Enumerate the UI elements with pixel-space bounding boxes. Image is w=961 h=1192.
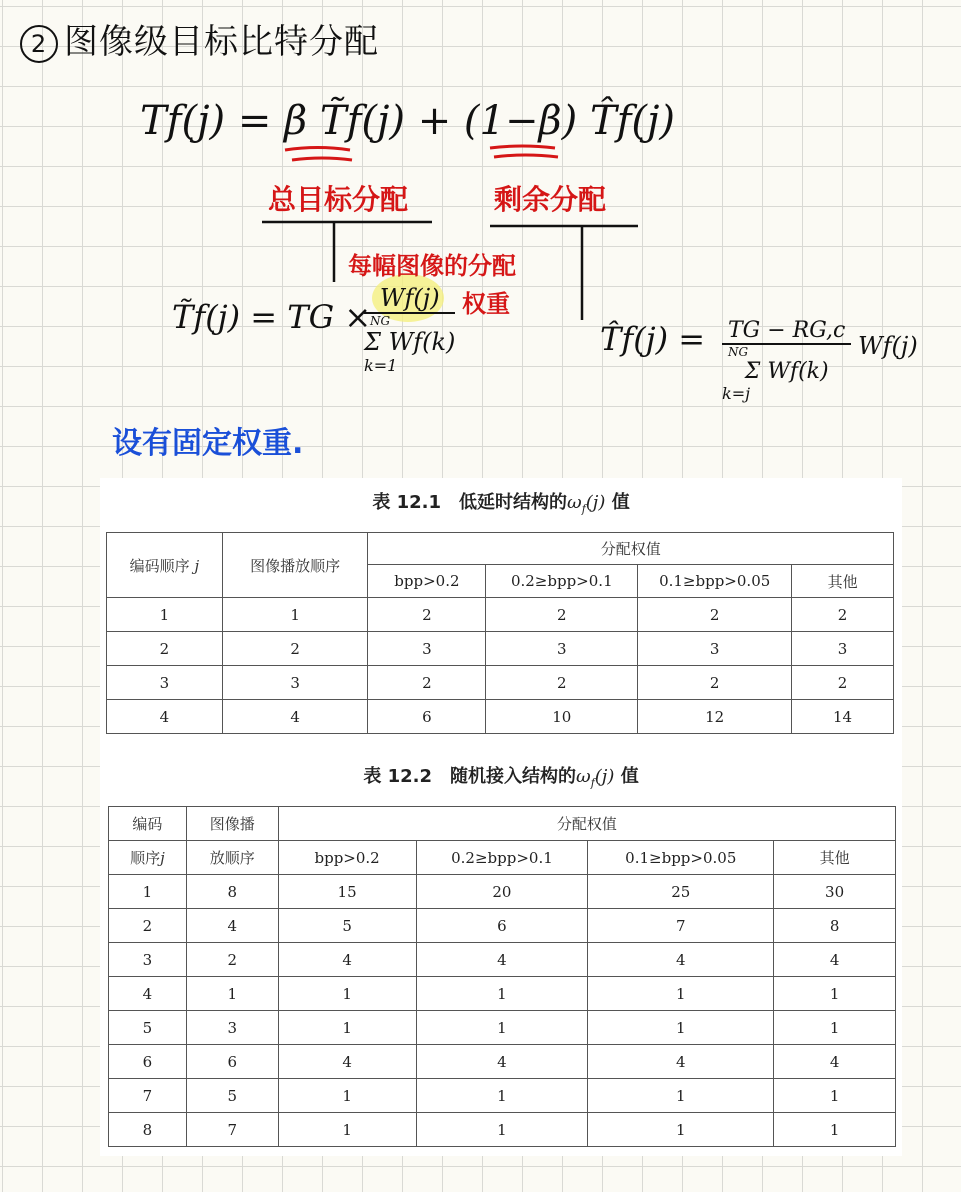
right-sum-top: NG (728, 345, 749, 359)
table1-caption-sub: f (581, 502, 586, 516)
table-cell: 3 (638, 632, 792, 666)
table-cell: 1 (109, 875, 187, 909)
table-cell: 25 (588, 875, 774, 909)
label-weight-line2: 权重 (462, 290, 510, 318)
table-cell: 3 (107, 666, 223, 700)
table-row (107, 700, 894, 734)
table2-col-play-top: 图像播 (186, 807, 278, 841)
left-sum-bottom: k=1 (364, 356, 398, 375)
table-cell: 10 (486, 700, 638, 734)
table-cell: 4 (774, 1045, 896, 1079)
table2-subheader: bpp>0.2 (278, 841, 416, 875)
table-cell: 1 (278, 977, 416, 1011)
table-cell: 4 (186, 909, 278, 943)
table-cell: 1 (774, 1079, 896, 1113)
table-cell: 6 (186, 1045, 278, 1079)
table1-subheader: bpp>0.2 (368, 565, 486, 598)
table2 (108, 806, 896, 1147)
table1-caption (100, 488, 902, 516)
table2-subheader: 0.2≥bpp>0.1 (416, 841, 588, 875)
table-row (109, 977, 896, 1011)
table-cell: 20 (416, 875, 588, 909)
table-cell: 3 (792, 632, 894, 666)
table-cell: 2 (792, 666, 894, 700)
table1-col-order (107, 533, 223, 598)
table-cell: 1 (416, 1113, 588, 1147)
table-cell: 1 (416, 977, 588, 1011)
table-cell: 1 (278, 1011, 416, 1045)
table2-panel (100, 748, 902, 1156)
table-cell: 1 (107, 598, 223, 632)
table-cell: 8 (186, 875, 278, 909)
table-cell: 4 (109, 977, 187, 1011)
right-formula-lhs: T̂f(j) = (600, 320, 706, 358)
table2-col-order-bottom-text: 顺序 (130, 849, 161, 867)
table1-col-group: 分配权值 (368, 533, 894, 565)
table2-caption-prefix: 表 12.2 随机接入结构的 (363, 766, 576, 787)
main-equation: Tf(j) = β T̃f(j) + (1−β) T̂f(j) (140, 98, 676, 144)
label-remaining-allocation: 剩余分配 (494, 183, 607, 216)
table-row (109, 1079, 896, 1113)
left-formula-lhs: T̃f(j) = TG × (172, 298, 372, 336)
table-cell: 5 (109, 1011, 187, 1045)
table1-caption-suffix: 值 (611, 492, 630, 513)
table-cell: 2 (792, 598, 894, 632)
table2-col-order-top: 编码 (109, 807, 187, 841)
table-cell: 4 (222, 700, 368, 734)
table1-col-play: 图像播放顺序 (222, 533, 368, 598)
table-cell: 1 (416, 1079, 588, 1113)
label-weight-line1: 每幅图像的分配 (348, 252, 516, 280)
table2-subheader: 0.1≥bpp>0.05 (588, 841, 774, 875)
table-cell: 1 (774, 1113, 896, 1147)
table-cell: 2 (186, 943, 278, 977)
table1-caption-arg: (j) (585, 492, 606, 513)
table1-caption-symbol: ω (567, 492, 582, 513)
underline-tilde-term (285, 148, 350, 151)
table-cell: 1 (588, 1079, 774, 1113)
table-cell: 7 (109, 1079, 187, 1113)
right-sum-bottom: k=j (722, 384, 751, 403)
table-cell: 2 (638, 666, 792, 700)
table-cell: 5 (278, 909, 416, 943)
table-cell: 1 (222, 598, 368, 632)
table-row (107, 598, 894, 632)
table-cell: 6 (416, 909, 588, 943)
table1 (106, 532, 894, 734)
table-row (109, 943, 896, 977)
table-cell: 5 (186, 1079, 278, 1113)
left-formula-fraction (364, 284, 455, 375)
table-row (107, 666, 894, 700)
table-row (109, 1011, 896, 1045)
table-cell: 3 (222, 666, 368, 700)
right-formula-denominator: Σ Wf(k) (744, 359, 829, 384)
label-total-allocation: 总目标分配 (268, 183, 409, 216)
table-cell: 14 (792, 700, 894, 734)
table1-subheader: 0.1≥bpp>0.05 (638, 565, 792, 598)
table-cell: 30 (774, 875, 896, 909)
table-cell: 4 (278, 1045, 416, 1079)
table1-subheader: 其他 (792, 565, 894, 598)
right-formula-numerator: TG − RG,c (722, 318, 851, 345)
table-row (107, 632, 894, 666)
table2-col-group: 分配权值 (278, 807, 895, 841)
table-cell: 3 (186, 1011, 278, 1045)
table1-col-order-text: 编码顺序 (129, 556, 190, 575)
table2-caption-suffix: 值 (620, 766, 639, 787)
table2-col-order-var: j (160, 849, 165, 867)
table-cell: 1 (278, 1079, 416, 1113)
table1-caption-prefix: 表 12.1 低延时结构的 (372, 492, 567, 513)
table-cell: 4 (416, 943, 588, 977)
table-row (109, 909, 896, 943)
table-cell: 7 (588, 909, 774, 943)
table-cell: 2 (107, 632, 223, 666)
table-cell: 4 (278, 943, 416, 977)
table-cell: 3 (486, 632, 638, 666)
right-formula-tail: Wf(j) (858, 332, 918, 360)
table-cell: 6 (109, 1045, 187, 1079)
table-cell: 2 (486, 666, 638, 700)
table2-header-row (109, 807, 896, 841)
bottom-note: 设有固定权重. (112, 426, 304, 461)
table-cell: 2 (486, 598, 638, 632)
table2-caption (100, 762, 902, 790)
table-cell: 4 (588, 943, 774, 977)
table-cell: 6 (368, 700, 486, 734)
table1-header-row (107, 533, 894, 565)
table2-col-play-bottom: 放顺序 (186, 841, 278, 875)
table-cell: 2 (109, 909, 187, 943)
table-cell: 2 (368, 666, 486, 700)
table-cell: 1 (416, 1011, 588, 1045)
table-cell: 1 (588, 977, 774, 1011)
table2-subheader: 其他 (774, 841, 896, 875)
right-formula-fraction (722, 318, 851, 403)
table-cell: 4 (107, 700, 223, 734)
table-cell: 1 (588, 1011, 774, 1045)
table-cell: 4 (774, 943, 896, 977)
table-cell: 4 (588, 1045, 774, 1079)
circled-number: 2 (20, 25, 58, 63)
table-cell: 3 (109, 943, 187, 977)
table-cell: 7 (186, 1113, 278, 1147)
table1-panel (100, 478, 902, 748)
table-cell: 8 (109, 1113, 187, 1147)
table1-subheader: 0.2≥bpp>0.1 (486, 565, 638, 598)
table-cell: 8 (774, 909, 896, 943)
table1-col-order-var: j (194, 556, 200, 575)
table-cell: 15 (278, 875, 416, 909)
table-cell: 1 (588, 1113, 774, 1147)
table-cell: 3 (368, 632, 486, 666)
underline-tilde-term-2 (292, 158, 352, 160)
table-row (109, 1045, 896, 1079)
left-formula-numerator: Wf(j) (364, 284, 455, 314)
left-formula-denominator: Σ Wf(k) (364, 328, 456, 356)
table2-caption-symbol: ω (576, 766, 591, 787)
table2-caption-arg: (j) (594, 766, 615, 787)
table2-col-order-bottom (109, 841, 187, 875)
table-cell: 12 (638, 700, 792, 734)
underline-hat-term (490, 146, 555, 148)
table-cell: 2 (638, 598, 792, 632)
table-row (109, 875, 896, 909)
table-cell: 1 (186, 977, 278, 1011)
table-cell: 2 (368, 598, 486, 632)
table-cell: 4 (416, 1045, 588, 1079)
table-cell: 1 (774, 977, 896, 1011)
table2-subheader-row (109, 841, 896, 875)
left-sum-top: NG (370, 314, 391, 328)
table2-caption-sub: f (590, 776, 595, 790)
table-cell: 2 (222, 632, 368, 666)
note-title-text: 图像级目标比特分配 (64, 22, 379, 62)
table-cell: 1 (774, 1011, 896, 1045)
underline-hat-term-2 (494, 155, 558, 157)
table-cell: 1 (278, 1113, 416, 1147)
table-row (109, 1113, 896, 1147)
